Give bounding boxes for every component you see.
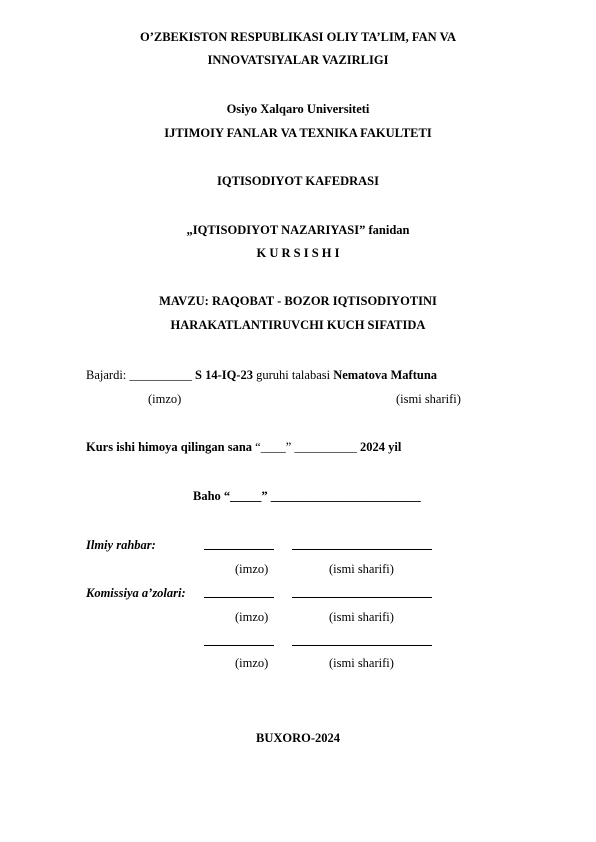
defense-line (86, 440, 401, 455)
performer-line (86, 368, 437, 383)
grade-line: Baho “_____” ________________________ (193, 489, 421, 503)
supervisor-name-caption: (ismi sharifi) (329, 562, 394, 576)
commission-sig-caption-1: (imzo) (235, 610, 269, 624)
commission-signature-line-2 (204, 645, 274, 646)
commission-sig-caption-2: (imzo) (235, 656, 269, 670)
performer-group: S 14-IQ-23 (195, 368, 254, 382)
commission-name-line-1 (292, 597, 432, 598)
performer-sig-caption: (imzo) (148, 392, 182, 406)
defense-quote: “____” __________ (252, 440, 361, 454)
performer-middle: guruhi talabasi (253, 368, 334, 382)
department-name: IQTISODIYOT KAFEDRASI (217, 174, 379, 188)
performer-name: Nematova Maftuna (333, 368, 438, 382)
city-year: BUXORO-2024 (255, 731, 341, 745)
supervisor-label: Ilmiy rahbar: (86, 538, 156, 552)
subject-line: „IQTISODIYOT NAZARIYASI” fanidan (186, 223, 410, 237)
commission-name-line-2 (292, 645, 432, 646)
supervisor-sig-caption: (imzo) (235, 562, 269, 576)
defense-label: Kurs ishi himoya qilingan sana (86, 440, 253, 454)
university-name: Osiyo Xalqaro Universiteti (226, 102, 370, 116)
supervisor-name-line (292, 549, 432, 550)
performer-blank: __________ (129, 368, 192, 382)
commission-name-caption-1: (ismi sharifi) (329, 610, 394, 624)
commission-signature-line-1 (204, 597, 274, 598)
ministry-line-1: O’ZBEKISTON RESPUBLIKASI OLIY TA’LIM, FAN VA (139, 30, 457, 44)
ministry-line-2: INNOVATSIYALAR VAZIRLIGI (207, 53, 389, 67)
performer-label: Bajardi: (86, 368, 130, 382)
commission-name-caption-2: (ismi sharifi) (329, 656, 394, 670)
work-type: K U R S I S H I (256, 246, 340, 260)
topic-line-2: HARAKATLANTIRUVCHI KUCH SIFATIDA (170, 318, 426, 332)
performer-name-caption: (ismi sharifi) (396, 392, 461, 406)
topic-line-1: MAVZU: RAQOBAT - BOZOR IQTISODIYOTINI (159, 294, 437, 308)
commission-label: Komissiya a’zolari: (86, 586, 186, 600)
faculty-name: IJTIMOIY FANLAR VA TEXNIKA FAKULTETI (164, 126, 432, 140)
supervisor-signature-line (204, 549, 274, 550)
defense-year: 2024 yil (360, 440, 402, 454)
